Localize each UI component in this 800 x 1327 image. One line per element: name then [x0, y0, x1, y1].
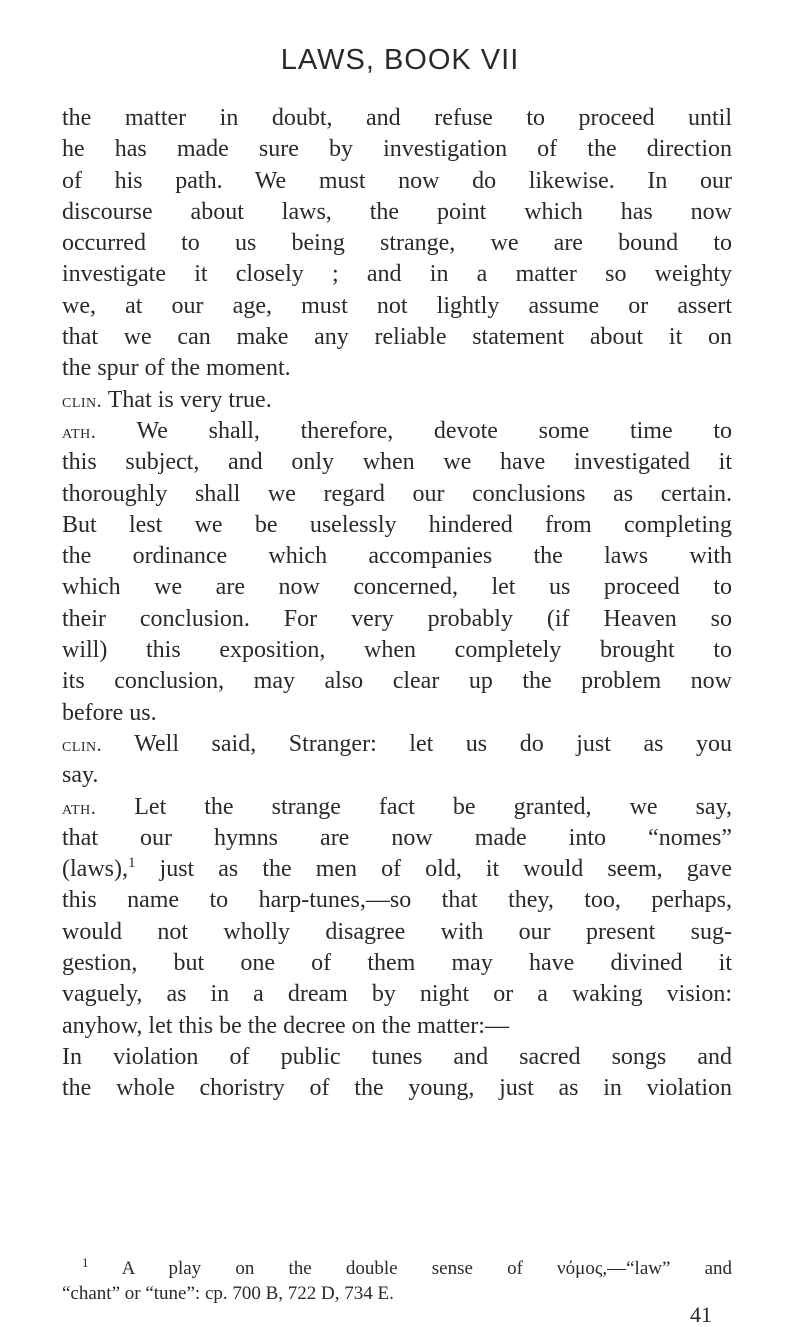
- text-line: before us.: [62, 699, 157, 726]
- speaker-label: ath.: [62, 420, 97, 443]
- speaker-label: ath.: [62, 796, 97, 819]
- body-text: [62, 103, 732, 1105]
- text-segment: just as the men of old, it would seem, gave: [159, 856, 733, 883]
- dialogue-text: Well said, Stranger: let us do just as you: [134, 730, 732, 757]
- text-line: its conclusion, may also clear up the problem now: [62, 668, 732, 695]
- running-head: LAWS, BOOK VII: [280, 44, 520, 76]
- text-line: thoroughly shall we regard our conclusions as certain.: [62, 480, 732, 507]
- text-line: occurred to us being strange, we are bound to: [62, 230, 732, 257]
- text-line: their conclusion. For very probably (if Heaven so: [62, 605, 732, 632]
- text-line: the whole choristry of the young, just as in violation: [62, 1075, 732, 1102]
- text-line: vaguely, as in a dream by night or a waking vision:: [62, 981, 732, 1008]
- footnote-line: “chant” or “tune”: cp. 700 B, 722 D, 734 E.: [62, 1283, 394, 1304]
- text-line: this name to harp-tunes,—so that they, too, perhaps,: [62, 887, 732, 914]
- text-line: of his path. We must now do likewise. In our: [62, 167, 732, 194]
- text-line: In violation of public tunes and sacred songs and: [62, 1043, 732, 1070]
- text-line: he has made sure by investigation of the direction: [62, 136, 732, 163]
- text-line: that we can make any reliable statement about it on: [62, 324, 732, 351]
- text-line: we, at our age, must not lightly assume or assert: [62, 292, 732, 319]
- text-line: [62, 854, 732, 885]
- text-line: investigate it closely ; and in a matter so weighty: [62, 261, 732, 288]
- text-segment: (laws),: [62, 856, 128, 883]
- footnote-number: 1: [82, 1254, 89, 1270]
- text-line: will) this exposition, when completely brought to: [62, 637, 732, 664]
- text-line: would not wholly disagree with our present sug-: [62, 918, 732, 945]
- dialogue-line: [62, 792, 732, 823]
- footnote-line: [62, 1256, 732, 1281]
- dialogue-line: [62, 385, 732, 416]
- speaker-label: clin.: [62, 389, 103, 412]
- speaker-label: clin.: [62, 733, 103, 756]
- text-line: this subject, and only when we have investigated it: [62, 449, 732, 476]
- footnote-reference[interactable]: 1: [127, 855, 136, 872]
- page-number: 41: [690, 1302, 712, 1327]
- dialogue-text: Let the strange fact be granted, we say,: [134, 793, 733, 820]
- text-line: that our hymns are now made into “nomes”: [62, 824, 732, 851]
- dialogue-text: We shall, therefore, devote some time to: [136, 417, 732, 444]
- footnote-text: A play on the double sense of νόμος,—“law” and: [121, 1258, 733, 1279]
- text-line: gestion, but one of them may have divined it: [62, 950, 732, 977]
- dialogue-line: [62, 729, 732, 760]
- text-line: But lest we be uselessly hindered from completing: [62, 511, 732, 538]
- dialogue-text: That is very true.: [107, 386, 272, 413]
- text-line: discourse about laws, the point which has now: [62, 198, 732, 225]
- text-line: say.: [62, 762, 99, 789]
- dialogue-line: [62, 416, 732, 447]
- text-line: which we are now concerned, let us proceed to: [62, 574, 732, 601]
- text-line: the matter in doubt, and refuse to proceed until: [62, 105, 732, 131]
- text-line: the ordinance which accompanies the laws with: [62, 543, 732, 570]
- footnote: [62, 1256, 732, 1306]
- text-line: the spur of the moment.: [62, 355, 291, 382]
- text-line: anyhow, let this be the decree on the matter:—: [62, 1012, 509, 1039]
